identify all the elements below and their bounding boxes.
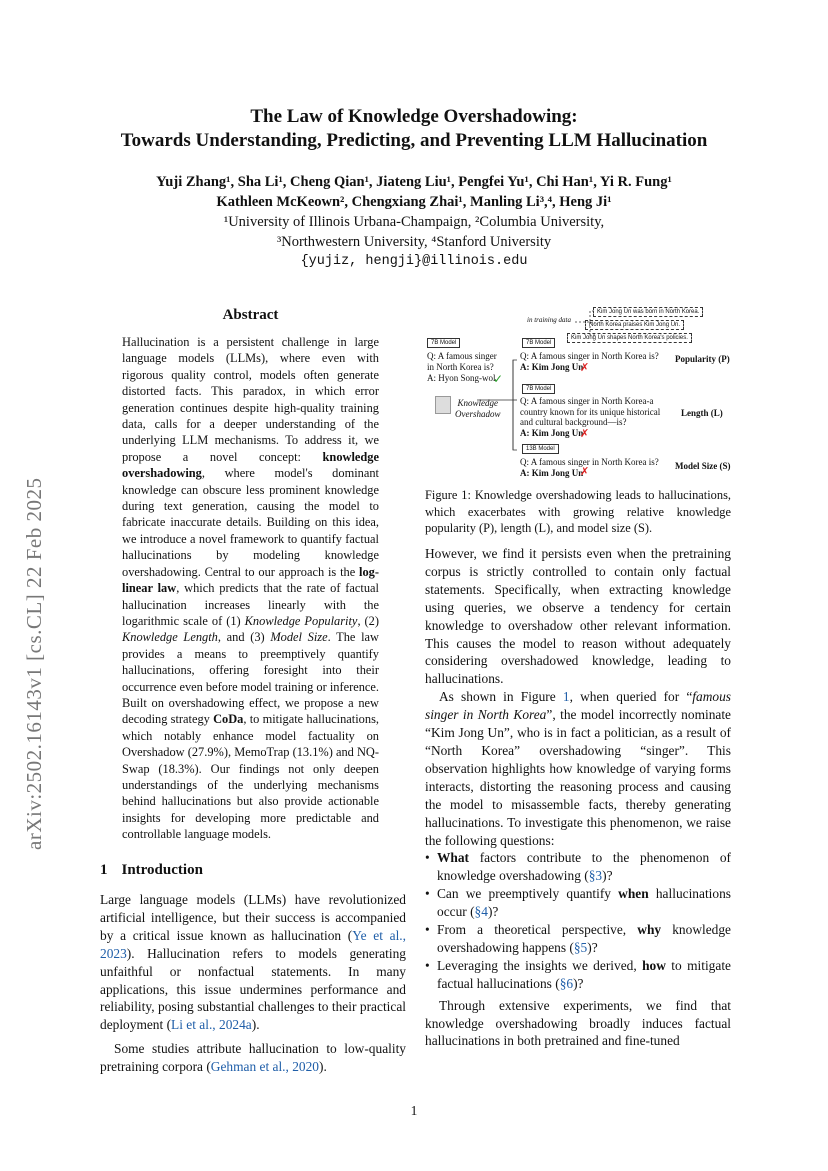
author-email: {yujiz, hengji}@illinois.edu bbox=[300, 254, 528, 269]
paper-title bbox=[0, 105, 828, 153]
figure-1 bbox=[425, 300, 740, 480]
right-column-body bbox=[425, 545, 731, 1050]
list-item: • Leveraging the insights we derived, how to mitigate factual hallucinations (§6)? bbox=[425, 957, 731, 993]
introduction-body bbox=[100, 891, 406, 1076]
factor-length: Length (L) bbox=[681, 408, 723, 418]
page-number: 1 bbox=[410, 1103, 418, 1118]
list-item: • Can we preemptively quantify when hallucinations occur (§4)? bbox=[425, 885, 731, 921]
figure-link[interactable]: 1 bbox=[562, 689, 570, 705]
cross-icon: ✗ bbox=[580, 466, 590, 478]
list-item: • What factors contribute to the phenomenon of knowledge overshadowing (§3)? bbox=[425, 849, 731, 885]
left-question: Q: A famous singer in North Korea is? bbox=[427, 351, 497, 372]
checkmark-icon: ✓ bbox=[493, 372, 504, 386]
training-fact-1: Kim Jong Un was born in North Korea. bbox=[593, 307, 703, 317]
paragraph: Through extensive experiments, we find that knowledge overshadowing broadly induces factual hallucinations in both pretrained and fine-tuned bbox=[425, 997, 731, 1049]
citation-link[interactable]: Li et al., 2024a bbox=[171, 1017, 252, 1033]
cross-icon: ✗ bbox=[580, 428, 590, 440]
citation-link[interactable]: Gehman et al., 2020 bbox=[210, 1059, 320, 1075]
affiliations-line-2: ³Northwestern University, ⁴Stanford University bbox=[276, 234, 552, 250]
section-link[interactable]: §3 bbox=[588, 868, 603, 884]
left-answer: A: Hyon Song-wol bbox=[427, 373, 496, 383]
title-line-1: The Law of Knowledge Overshadowing: bbox=[250, 106, 578, 127]
section-link[interactable]: §6 bbox=[559, 975, 574, 991]
training-fact-3: Kim Jong Un shapes North Korea's policies. bbox=[567, 333, 692, 343]
abstract-heading: Abstract bbox=[222, 307, 279, 323]
intro-paragraph-1: Large language models (LLMs) have revolutionized artificial intelligence, but their success is accompanied by a critical issue known as hallucination (Ye et al., 2023). Hallucination refers to models generating unfaithful or nonfactual statements. In many applications, this issue undermines performance and reliability, posing substantial challenges to their practical deployment (Li et al., 2024a). bbox=[100, 892, 406, 1033]
authors-line-2: Kathleen McKeown², Chengxiang Zhai¹, Manling Li³,⁴, Heng Ji¹ bbox=[216, 194, 612, 210]
row2-model-tag: 7B Model bbox=[522, 384, 555, 394]
knowledge-overshadow-label: Knowledge Overshadow bbox=[455, 398, 501, 419]
affiliations bbox=[0, 212, 828, 272]
intro-paragraph-2: Some studies attribute hallucination to low-quality pretraining corpora (Gehman et al., 2020). bbox=[100, 1041, 406, 1075]
paragraph: However, we find it persists even when the pretraining corpus is strictly controlled to contain only factual statements. Specifically, when extracting knowledge using queries, we observe a tendency for certain knowledge to overshadow other relevant information. This causes the model to reason without adequately considering overshadowed knowledge, leading to hallucinations. bbox=[425, 546, 731, 687]
training-fact-2: North Korea praises Kim Jong Un. bbox=[585, 320, 684, 330]
author-list bbox=[0, 172, 828, 212]
arxiv-identifier: arXiv:2502.16143v1 [cs.CL] 22 Feb 2025 bbox=[22, 477, 46, 850]
row3-model-tag: 13B Model bbox=[522, 444, 559, 454]
row3-answer: A: Kim Jong Un bbox=[520, 468, 584, 478]
section-link[interactable]: §4 bbox=[474, 904, 488, 920]
row2-question: Q: A famous singer in North Korea-a country known for its unique historical and cultural background—is? bbox=[520, 396, 661, 427]
row1-answer: A: Kim Jong Un bbox=[520, 362, 584, 372]
left-model-tag: 7B Model bbox=[427, 338, 460, 348]
title-line-2: Towards Understanding, Predicting, and Preventing LLM Hallucination bbox=[120, 130, 708, 151]
affiliations-line-1: ¹University of Illinois Urbana-Champaign, ²Columbia University, bbox=[223, 214, 605, 230]
factor-model-size: Model Size (S) bbox=[675, 461, 731, 471]
row1-model-tag: 7B Model bbox=[522, 338, 555, 348]
section-link[interactable]: §5 bbox=[573, 939, 588, 955]
cross-icon: ✗ bbox=[580, 362, 590, 374]
list-item: • From a theoretical perspective, why knowledge overshadowing happens (§5)? bbox=[425, 921, 731, 957]
section-heading-introduction: 1 Introduction bbox=[100, 862, 203, 878]
row3-question: Q: A famous singer in North Korea is? bbox=[520, 457, 659, 467]
row1-question: Q: A famous singer in North Korea is? bbox=[520, 351, 659, 361]
authors-line-1: Yuji Zhang¹, Sha Li¹, Cheng Qian¹, Jiateng Liu¹, Pengfei Yu¹, Chi Han¹, Yi R. Fung¹ bbox=[156, 174, 672, 190]
in-training-data-label: in training data bbox=[527, 316, 571, 324]
figure-1-caption: Figure 1: Knowledge overshadowing leads to hallucinations, which exacerbates with growing relative knowledge popularity (P), length (L), and model size (S). bbox=[425, 488, 731, 535]
factor-popularity: Popularity (P) bbox=[675, 354, 730, 364]
paragraph: As shown in Figure 1, when queried for “famous singer in North Korea”, the model incorrectly nominate “Kim Jong Un”, who is in fact a politician, as a result of “North Korea” overshadowing “singer”. This observation highlights how knowledge of varying forms interacts, distorting the reasoning process and causing the model to misassemble facts, thereby generating hallucinations. To investigate this phenomenon, we raise the following questions: bbox=[425, 689, 732, 848]
row2-answer: A: Kim Jong Un bbox=[520, 428, 584, 438]
research-questions-list bbox=[425, 849, 731, 992]
citation-link[interactable]: Ye et al., 2023 bbox=[100, 927, 406, 961]
document-icon bbox=[435, 396, 451, 414]
figure-connectors bbox=[425, 300, 740, 480]
abstract-body: Hallucination is a persistent challenge in large language models (LLMs), where even with rigorous quality control, models often generate distorted facts. This paradox, in which error generation continues despite high-quality training data, calls for a deeper understanding of the underlying LLM mechanisms. To address it, we propose a novel concept: knowledge overshadowing, where model's dominant knowledge can obscure less prominent knowledge during text generation, causing the model to fabricate inaccurate details. Building on this idea, we introduce a novel framework to quantify factual hallucinations by modeling knowledge overshadowing. Central to our approach is the log-linear law, which predicts that the rate of factual hallucination increases linearly with the logarithmic scale of (1) Knowledge Popularity, (2) Knowledge Length, and (3) Model Size. The law provides a means to preemptively quantify hallucinations, offering foresight into their occurrence even before model training or inference. Built on overshadowing effect, we propose a new decoding strategy CoDa, to mitigate hallucinations, which notably enhance model factuality on Overshadow (27.9%), MemoTrap (13.1%) and NQ-Swap (18.3%). Our findings not only deepen understandings of the underlying mechanisms behind hallucinations but also provide actionable insights for developing more predictable and controllable language models. bbox=[122, 335, 379, 842]
